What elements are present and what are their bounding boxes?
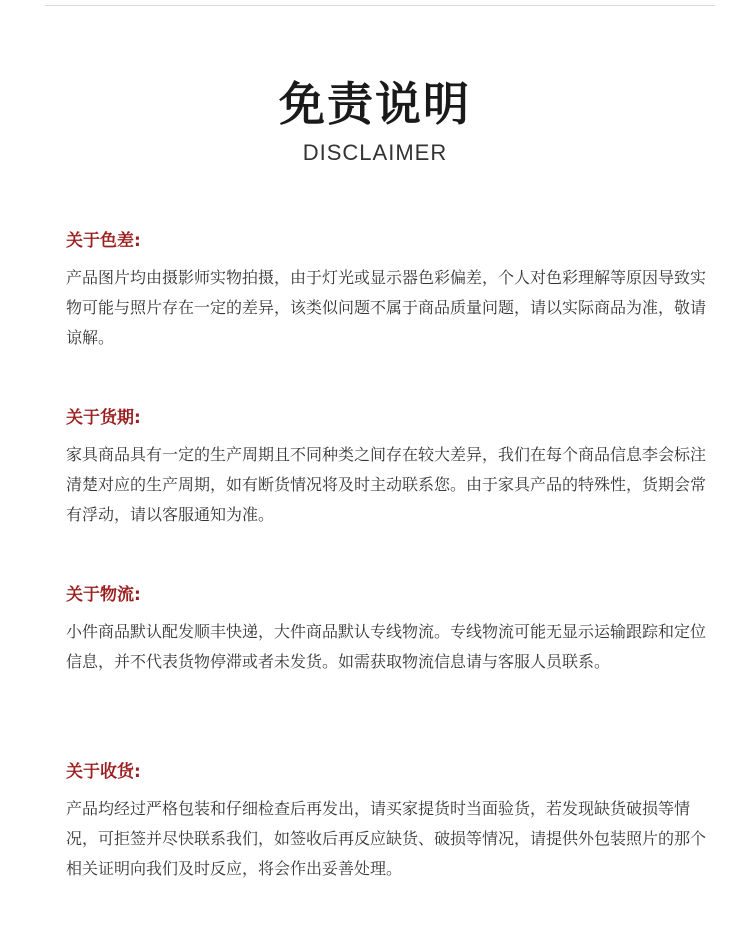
section-body: 家具商品具有一定的生产周期且不同种类之间存在较大差异，我们在每个商品信息李会标注清楚对应的生产周期，如有断货情况将及时主动联系您。由于家具产品的特殊性，货期会常有浮动，请以客服通知为准。 <box>66 445 707 524</box>
top-divider <box>45 5 715 6</box>
section-title: 关于物流: <box>66 585 141 605</box>
section-title: 关于收货: <box>66 762 141 782</box>
page-title: 免责说明 <box>279 77 471 131</box>
section-body: 产品图片均由摄影师实物拍摄，由于灯光或显示器色彩偏差，个人对色彩理解等原因导致实物可能与照片存在一定的差异，该类似问题不属于商品质量问题，请以实际商品为准，敬请谅解。 <box>66 268 707 347</box>
section-body: 小件商品默认配发顺丰快递，大件商品默认专线物流。专线物流可能无显示运输跟踪和定位信息，并不代表货物停滞或者未发货。如需获取物流信息请与客服人员联系。 <box>66 622 707 671</box>
section-title: 关于货期: <box>66 408 141 428</box>
section-receiving <box>66 760 706 884</box>
section-logistics <box>66 583 706 677</box>
page-subtitle: DISCLAIMER <box>302 140 448 165</box>
section-body: 产品均经过严格包装和仔细检查后再发出，请买家提货时当面验货，若发现缺货破损等情况，可拒签并尽快联系我们，如签收后再反应缺货、破损等情况，请提供外包装照片的那个相关证明向我们及时反应，将会作出妥善处理。 <box>66 799 707 878</box>
section-color-difference <box>66 229 706 353</box>
section-delivery-time <box>66 406 706 530</box>
section-title: 关于色差: <box>66 231 141 251</box>
disclaimer-header <box>0 73 750 167</box>
